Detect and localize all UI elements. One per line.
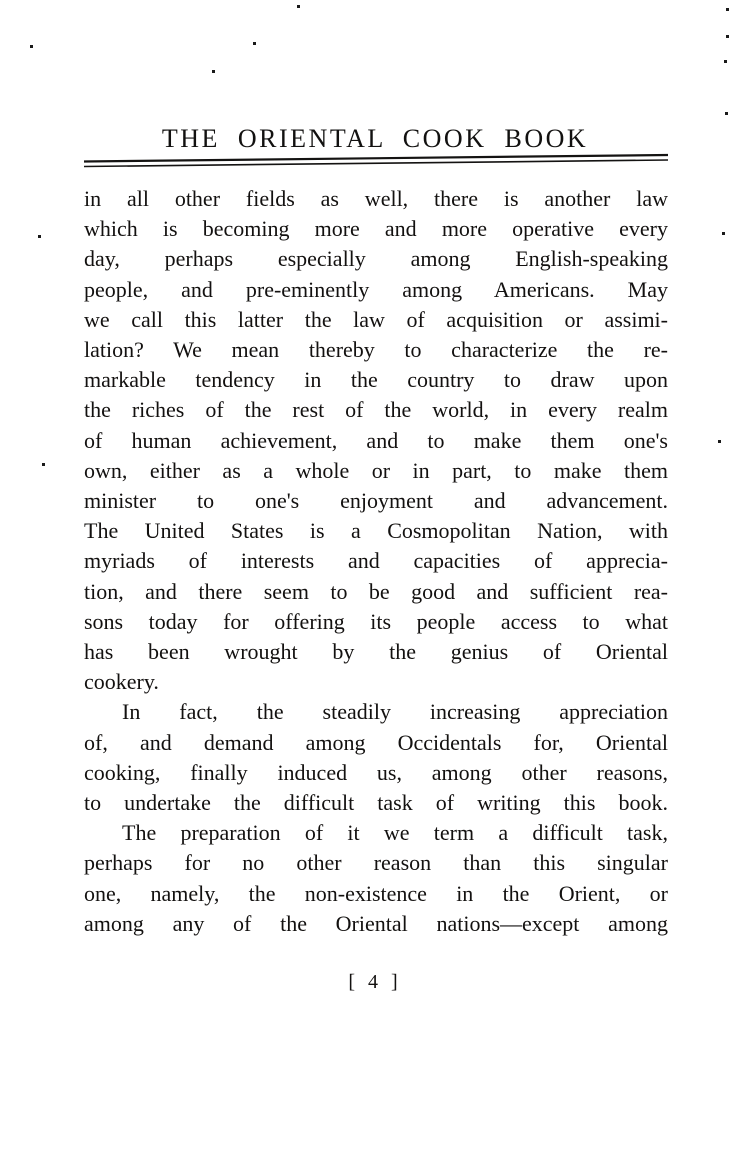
scan-speck [38, 235, 41, 238]
paragraph [84, 818, 668, 939]
scan-speck [253, 42, 256, 45]
scan-speck [718, 440, 721, 443]
text-line: The preparation of it we term a difficult task, [122, 820, 668, 846]
body-text [84, 184, 668, 939]
text-line: The United States is a Cosmopolitan Nation, with [84, 518, 668, 544]
scan-speck [726, 35, 729, 38]
double-rule-divider [84, 151, 668, 169]
text-line: day, perhaps especially among English-speaking [84, 246, 668, 272]
text-line: in all other fields as well, there is another law [84, 186, 668, 211]
text-line: minister to one's enjoyment and advancement. [84, 488, 668, 514]
text-line: has been wrought by the genius of Oriental [84, 639, 668, 665]
scan-speck [722, 232, 725, 235]
text-line: we call this latter the law of acquisition or assimi- [84, 306, 668, 332]
scan-speck [30, 45, 33, 48]
scan-speck [726, 8, 729, 11]
scan-speck [724, 60, 727, 63]
text-line: own, either as a whole or in part, to make them [84, 457, 668, 483]
paragraph [84, 184, 668, 697]
text-line: cooking, finally induced us, among other reasons, [84, 759, 668, 785]
text-line: sons today for offering its people access to what [84, 608, 668, 634]
text-line: the riches of the rest of the world, in every realm [84, 397, 668, 423]
scan-speck [212, 70, 215, 73]
text-line: of, and demand among Occidentals for, Oriental [84, 729, 668, 755]
page-number: [ 4 ] [348, 971, 402, 993]
scan-speck [297, 5, 300, 8]
text-line: lation? We mean thereby to characterize the re- [84, 337, 668, 363]
text-line: to undertake the difficult task of writing this book. [84, 790, 668, 816]
text-line: of human achievement, and to make them one's [84, 427, 668, 453]
text-line: which is becoming more and more operative every [84, 216, 668, 242]
text-line: one, namely, the non-existence in the Orient, or [84, 880, 668, 906]
text-line: myriads of interests and capacities of apprecia- [84, 548, 668, 574]
text-line: tion, and there seem to be good and sufficient rea- [84, 578, 668, 604]
paragraph [84, 697, 668, 818]
text-line: In fact, the steadily increasing appreciation [122, 699, 668, 725]
text-line: among any of the Oriental nations—except among [84, 910, 668, 936]
text-line: cookery. [84, 669, 159, 695]
scan-speck [725, 112, 728, 115]
scan-speck [42, 463, 45, 466]
text-line: people, and pre-eminently among Americans. May [84, 276, 668, 302]
text-line: markable tendency in the country to draw upon [84, 367, 668, 393]
text-line: perhaps for no other reason than this singular [84, 850, 668, 876]
running-header: THE ORIENTAL COOK BOOK [161, 124, 589, 153]
